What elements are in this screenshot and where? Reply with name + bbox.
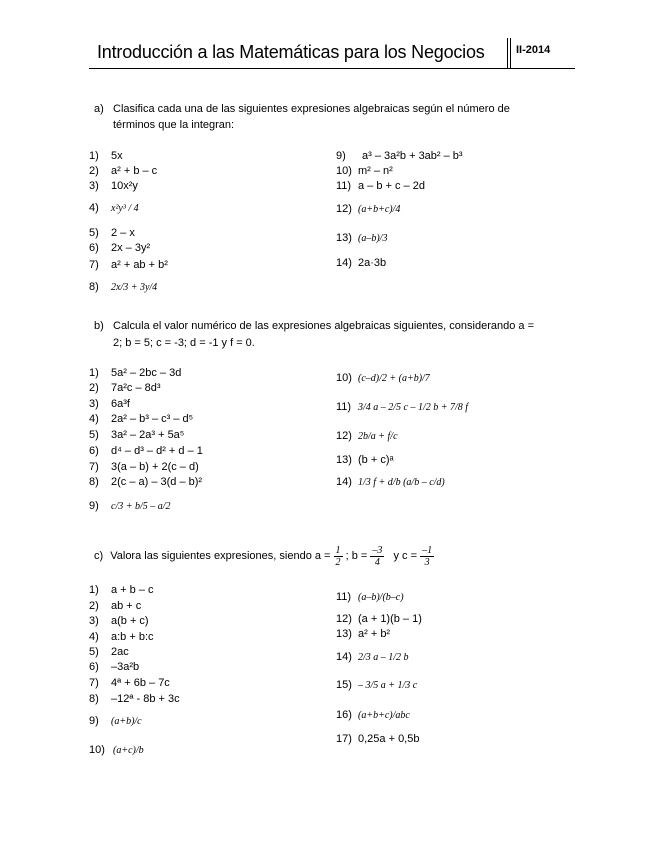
section-b-instruction: Calcula el valor numérico de las expresiones algebraicas siguientes, considerando a = [113, 320, 534, 332]
header-divider [507, 38, 508, 68]
list-item: 11) (a–b)/(b–c) [336, 591, 404, 603]
list-item: 8) 2(c – a) – 3(d – b)² [89, 476, 203, 488]
list-item: 9) a³ – 3a²b + 3ab² – b³ [336, 150, 463, 162]
list-item: 10) (a+c)/b [89, 744, 144, 756]
list-item: 7) 4ª + 6b – 7c [89, 677, 170, 689]
section-b-label: b) [94, 320, 104, 332]
list-item: 13) a² + b² [336, 628, 391, 640]
list-item: 12) (a + 1)(b – 1) [336, 613, 422, 625]
list-item: 14) 2/3 a – 1/2 b [336, 651, 409, 663]
section-a-label: a) [94, 103, 104, 115]
list-item: 7) 3(a – b) + 2(c – d) [89, 461, 199, 473]
list-item: 7) a² + ab + b² [89, 259, 168, 271]
section-b-instruction-cont: 2; b = 5; c = -3; d = -1 y f = 0. [113, 337, 255, 349]
section-a-instruction: Clasifica cada una de las siguientes expresiones algebraicas según el número de [113, 103, 510, 115]
list-item: 8) –12ª - 8b + 3c [89, 693, 180, 705]
list-item: 10) m² – n² [336, 165, 393, 177]
list-item: 1) 5x [89, 150, 123, 162]
page-header [89, 38, 575, 69]
list-item: 1) 5a² – 2bc – 3d [89, 367, 182, 379]
list-item: 17) 0,25a + 0,5b [336, 733, 420, 745]
list-item: 5) 3a² – 2a³ + 5a⁵ [89, 429, 185, 441]
list-item: 14) 2a·3b [336, 257, 387, 269]
value-b-fraction: $\frac{-3}{4}$ [372, 544, 383, 568]
course-code: II-2014 [516, 44, 551, 56]
list-item: 6) –3a²b [89, 661, 140, 673]
list-item: 6) 2x – 3y² [89, 242, 151, 254]
section-c-instruction: c) Valora las siguientes expresiones, siendo a = $\frac{1}{2}$ ; b = $\frac{-3}{4}$ y c = $\frac{-1}{3}$ [94, 544, 433, 568]
list-item: 3) a(b + c) [89, 615, 149, 627]
list-item: 15) – 3/5 a + 1/3 c [336, 679, 418, 691]
list-item: 2) ab + c [89, 600, 142, 612]
page-title: Introducción a las Matemáticas para los Negocios [97, 42, 485, 62]
list-item: 14) 1/3 f + d/b (a/b – c/d) [336, 476, 445, 488]
list-item: 5) 2 – x [89, 227, 135, 239]
list-item: 12) 2b/a + f/c [336, 430, 398, 442]
list-item: 4) x²y³ / 4 [89, 202, 139, 214]
list-item: 11) 3/4 a – 2/5 c – 1/2 b + 7/8 f [336, 401, 469, 413]
list-item: 13) (b + c)ᵃ [336, 454, 394, 466]
list-item: 16) (a+b+c)/abc [336, 709, 410, 721]
list-item: 3) 10x²y [89, 180, 138, 192]
list-item: 10) (c–d)/2 + (a+b)/7 [336, 372, 430, 384]
list-item: 4) a:b + b:c [89, 631, 154, 643]
value-c-fraction: $\frac{-1}{3}$ [422, 544, 433, 568]
list-item: 12) (a+b+c)/4 [336, 203, 401, 215]
list-item: 3) 6a³f [89, 398, 130, 410]
list-item: 13) (a–b)/3 [336, 232, 388, 244]
section-c-label: c) [94, 550, 104, 562]
list-item: 5) 2ac [89, 646, 129, 658]
header-divider [510, 38, 511, 68]
list-item: 6) d⁴ – d³ – d² + d – 1 [89, 445, 203, 457]
list-item: 9) c/3 + b/5 – a/2 [89, 500, 171, 512]
list-item: 9) (a+b)/c [89, 715, 142, 727]
value-a-fraction: $\frac{1}{2}$ [335, 544, 341, 568]
list-item: 2) a² + b – c [89, 165, 158, 177]
list-item: 1) a + b – c [89, 584, 154, 596]
section-c-text: Valora las siguientes expresiones, siendo a = [110, 550, 331, 562]
list-item: 8) 2x/3 + 3y/4 [89, 281, 158, 293]
section-a-instruction-cont: términos que la integran: [113, 119, 235, 131]
list-item: 11) a – b + c – 2d [336, 180, 425, 192]
list-item: 4) 2a² – b³ – c³ – d⁵ [89, 413, 194, 425]
list-item: 2) 7a²c – 8d³ [89, 382, 161, 394]
